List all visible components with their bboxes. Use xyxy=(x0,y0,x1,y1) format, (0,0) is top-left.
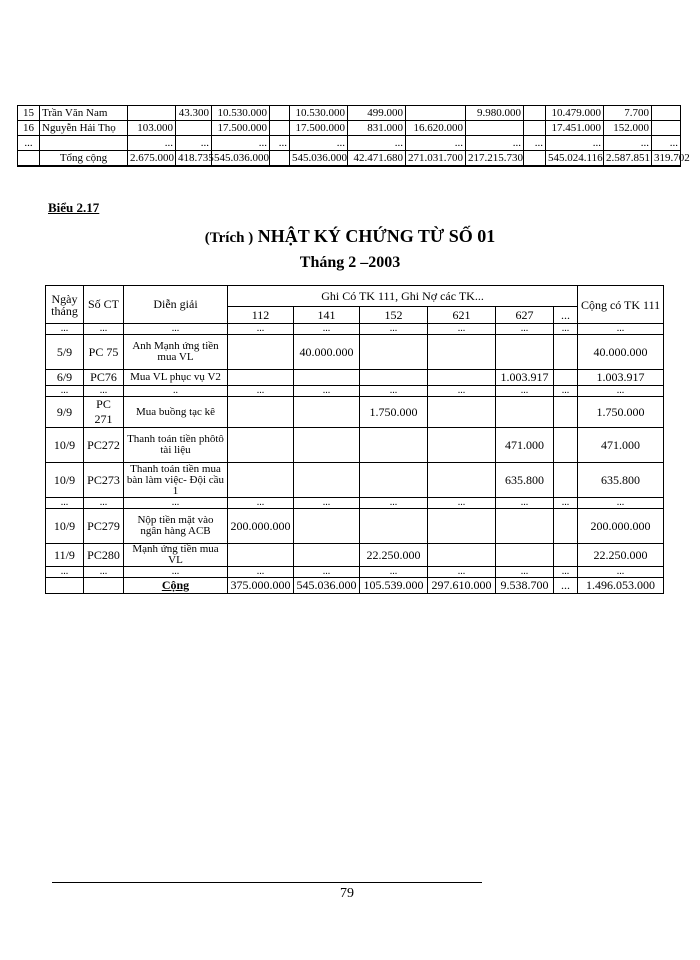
table-cell: ... xyxy=(428,567,496,578)
table-cell xyxy=(554,509,578,544)
table-cell: Mua VL phục vụ V2 xyxy=(124,370,228,386)
header-account: 141 xyxy=(294,307,360,324)
table-cell: Thanh toán tiền mua bàn làm việc- Đội cầu 1 xyxy=(124,463,228,498)
table-cell: 40.000.000 xyxy=(294,335,360,370)
table-cell xyxy=(428,370,496,386)
page-subtitle: Tháng 2 –2003 xyxy=(299,254,401,271)
table-cell: PC 271 xyxy=(84,397,124,428)
table-cell: PC273 xyxy=(84,463,124,498)
table-cell: ... xyxy=(496,567,554,578)
table-cell: PC280 xyxy=(84,544,124,567)
table-cell: ... xyxy=(228,324,294,335)
table-cell xyxy=(428,335,496,370)
bieu-label: Biểu 2.17 xyxy=(48,200,100,215)
total-cell: 297.610.000 xyxy=(428,578,496,594)
total-cell xyxy=(18,151,40,167)
table-cell: 499.000 xyxy=(348,106,406,121)
table-cell: 16 xyxy=(18,121,40,136)
table-cell: 10.530.000 xyxy=(212,106,270,121)
table-cell: ... xyxy=(228,386,294,397)
table-cell xyxy=(228,544,294,567)
header-account: 621 xyxy=(428,307,496,324)
table-cell: ... xyxy=(84,324,124,335)
table-cell: ... xyxy=(406,136,466,151)
table-cell: ... xyxy=(466,136,524,151)
table-cell: 16.620.000 xyxy=(406,121,466,136)
table-cell xyxy=(228,428,294,463)
table-cell: 10.530.000 xyxy=(290,106,348,121)
table-cell: Thanh toán tiền phôtô tài liệu xyxy=(124,428,228,463)
total-cell: 9.538.700 xyxy=(496,578,554,594)
table-cell: 831.000 xyxy=(348,121,406,136)
table-cell xyxy=(496,397,554,428)
table-cell xyxy=(496,544,554,567)
table-row xyxy=(18,106,681,121)
header-account: 152 xyxy=(360,307,428,324)
table-cell xyxy=(496,335,554,370)
table-cell xyxy=(360,509,428,544)
table-cell: ... xyxy=(290,136,348,151)
table-cell: ... xyxy=(228,498,294,509)
table-row xyxy=(18,136,681,151)
table-cell: 17.500.000 xyxy=(212,121,270,136)
table-cell: ... xyxy=(604,136,652,151)
table-row xyxy=(46,324,664,335)
total-cell: Cộng xyxy=(124,578,228,594)
page-title xyxy=(0,226,700,247)
table-cell xyxy=(294,463,360,498)
table-cell xyxy=(428,463,496,498)
table-cell xyxy=(496,509,554,544)
total-cell: 217.215.730 xyxy=(466,151,524,167)
table-cell: Mua buồng tạc kê xyxy=(124,397,228,428)
table-cell: ... xyxy=(578,386,664,397)
page-number: 79 xyxy=(340,886,354,901)
total-cell: 271.031.700 xyxy=(406,151,466,167)
table-cell: 10/9 xyxy=(46,509,84,544)
table-cell: 10.479.000 xyxy=(546,106,604,121)
table-cell xyxy=(294,428,360,463)
table-cell: 22.250.000 xyxy=(360,544,428,567)
table-row xyxy=(46,370,664,386)
total-cell: 2.675.000 xyxy=(128,151,176,167)
table-cell: 1.003.917 xyxy=(578,370,664,386)
table-cell xyxy=(428,397,496,428)
table-cell: Mạnh ứng tiền mua VL xyxy=(124,544,228,567)
top-summary-table xyxy=(17,105,690,167)
title-text: NHẬT KÝ CHỨNG TỪ SỐ 01 xyxy=(257,226,496,246)
table-cell: Anh Mạnh ứng tiền mua VL xyxy=(124,335,228,370)
table-cell: Trần Văn Nam xyxy=(40,106,128,121)
table-cell xyxy=(428,428,496,463)
table-cell xyxy=(360,370,428,386)
table-cell: ... xyxy=(46,324,84,335)
table-cell xyxy=(554,428,578,463)
table-cell: 635.800 xyxy=(578,463,664,498)
footer-rule xyxy=(52,882,482,883)
table-cell: 200.000.000 xyxy=(578,509,664,544)
header-doc-no: Số CT xyxy=(84,286,124,324)
table-cell: 43.300 xyxy=(176,106,212,121)
table-cell xyxy=(554,370,578,386)
total-cell: 545.024.116 xyxy=(546,151,604,167)
table-cell: ... xyxy=(128,136,176,151)
table-row xyxy=(46,463,664,498)
total-cell: 1.496.053.000 xyxy=(578,578,664,594)
table-cell: 152.000 xyxy=(604,121,652,136)
table-cell: ... xyxy=(428,386,496,397)
table-cell xyxy=(228,397,294,428)
table-cell: ... xyxy=(496,498,554,509)
table-cell: ... xyxy=(18,136,40,151)
table-cell xyxy=(360,335,428,370)
table-cell xyxy=(294,397,360,428)
table-cell: 471.000 xyxy=(578,428,664,463)
table-row xyxy=(46,498,664,509)
table-cell: ... xyxy=(294,386,360,397)
table-cell: ... xyxy=(578,324,664,335)
table-cell xyxy=(524,106,546,121)
table-cell: ... xyxy=(46,498,84,509)
table-cell: ... xyxy=(84,386,124,397)
table-row xyxy=(46,544,664,567)
table-cell: .. xyxy=(124,386,228,397)
table-cell: 40.000.000 xyxy=(578,335,664,370)
table-cell: 22.250.000 xyxy=(578,544,664,567)
total-cell: 545.036.000 xyxy=(294,578,360,594)
table-cell: ... xyxy=(124,498,228,509)
table-cell: ... xyxy=(46,386,84,397)
table-cell xyxy=(406,106,466,121)
table-cell: Nộp tiền mặt vào ngân hàng ACB xyxy=(124,509,228,544)
total-cell: Tổng cộng xyxy=(40,151,128,167)
table-cell: ... xyxy=(294,498,360,509)
table-cell: ... xyxy=(176,136,212,151)
table-cell: ... xyxy=(554,498,578,509)
header-account: 112 xyxy=(228,307,294,324)
table-cell: ... xyxy=(496,386,554,397)
table-cell: ... xyxy=(46,567,84,578)
total-cell: 545.036.000 xyxy=(212,151,270,167)
table-row xyxy=(46,509,664,544)
table-row xyxy=(46,397,664,428)
table-cell xyxy=(360,428,428,463)
total-cell xyxy=(84,578,124,594)
table-row xyxy=(46,335,664,370)
table-cell xyxy=(228,335,294,370)
table-cell xyxy=(428,544,496,567)
table-row xyxy=(46,428,664,463)
table-cell: ... xyxy=(360,324,428,335)
table-cell: PC272 xyxy=(84,428,124,463)
table-cell: 9.980.000 xyxy=(466,106,524,121)
table-cell: ... xyxy=(554,324,578,335)
table-cell: 15 xyxy=(18,106,40,121)
header-description: Diễn giải xyxy=(124,286,228,324)
table-cell: 17.500.000 xyxy=(290,121,348,136)
table-cell xyxy=(294,370,360,386)
table-row xyxy=(18,121,681,136)
table-cell: ... xyxy=(428,498,496,509)
table-cell: ... xyxy=(294,567,360,578)
table-cell xyxy=(228,463,294,498)
table-cell xyxy=(176,121,212,136)
total-cell: 375.000.000 xyxy=(228,578,294,594)
total-cell: 545.036.000 xyxy=(290,151,348,167)
header-account: ... xyxy=(554,307,578,324)
table-cell: PC 75 xyxy=(84,335,124,370)
total-cell xyxy=(524,151,546,167)
table-cell xyxy=(554,335,578,370)
table-cell: ... xyxy=(84,498,124,509)
table-cell xyxy=(428,509,496,544)
table-cell xyxy=(466,121,524,136)
table-cell xyxy=(360,463,428,498)
table-cell: ... xyxy=(360,567,428,578)
total-cell xyxy=(270,151,290,167)
table-cell: 200.000.000 xyxy=(228,509,294,544)
table-row xyxy=(46,567,664,578)
total-row xyxy=(46,578,664,594)
table-cell: ... xyxy=(84,567,124,578)
table-cell xyxy=(294,509,360,544)
table-cell: ... xyxy=(360,498,428,509)
table-cell: 10/9 xyxy=(46,463,84,498)
table-cell: 11/9 xyxy=(46,544,84,567)
table-cell: PC279 xyxy=(84,509,124,544)
table-cell: 103.000 xyxy=(128,121,176,136)
table-cell: 9/9 xyxy=(46,397,84,428)
table-cell: 471.000 xyxy=(496,428,554,463)
table-cell: 635.800 xyxy=(496,463,554,498)
table-cell: ... xyxy=(524,136,546,151)
table-cell: ... xyxy=(554,567,578,578)
table-cell: ... xyxy=(228,567,294,578)
table-cell: PC76 xyxy=(84,370,124,386)
header-total-credit: Cộng có TK 111 xyxy=(578,286,664,324)
table-cell: ... xyxy=(360,386,428,397)
table-cell: 1.003.917 xyxy=(496,370,554,386)
table-cell: ... xyxy=(652,136,681,151)
table-cell: Nguyễn Hải Thọ xyxy=(40,121,128,136)
table-cell xyxy=(270,106,290,121)
table-cell: ... xyxy=(578,498,664,509)
table-cell xyxy=(294,544,360,567)
table-cell xyxy=(554,544,578,567)
table-cell: ... xyxy=(554,386,578,397)
total-cell: 418.735 xyxy=(176,151,212,167)
table-cell xyxy=(524,121,546,136)
table-cell: ... xyxy=(546,136,604,151)
table-cell xyxy=(40,136,128,151)
total-cell: 319.702 xyxy=(652,151,681,167)
table-cell: 6/9 xyxy=(46,370,84,386)
table-cell: 1.750.000 xyxy=(578,397,664,428)
table-cell xyxy=(652,121,681,136)
total-cell: ... xyxy=(554,578,578,594)
table-cell: ... xyxy=(270,136,290,151)
total-cell: 105.539.000 xyxy=(360,578,428,594)
header-account: 627 xyxy=(496,307,554,324)
table-cell: ... xyxy=(212,136,270,151)
table-row xyxy=(46,386,664,397)
title-prefix: (Trích ) xyxy=(204,230,254,246)
table-cell: 1.750.000 xyxy=(360,397,428,428)
table-cell: ... xyxy=(348,136,406,151)
table-cell: ... xyxy=(578,567,664,578)
total-cell: 2.587.851 xyxy=(604,151,652,167)
table-cell: 17.451.000 xyxy=(546,121,604,136)
table-cell: 5/9 xyxy=(46,335,84,370)
table-cell: ... xyxy=(496,324,554,335)
journal-table xyxy=(45,285,664,594)
table-cell: ... xyxy=(428,324,496,335)
header-date: Ngày tháng xyxy=(46,286,84,324)
table-cell: ... xyxy=(124,567,228,578)
table-cell xyxy=(652,106,681,121)
total-cell: 42.471.680 xyxy=(348,151,406,167)
header-account-group: Ghi Có TK 111, Ghi Nợ các TK... xyxy=(228,286,578,307)
table-cell xyxy=(228,370,294,386)
table-cell: 10/9 xyxy=(46,428,84,463)
table-cell xyxy=(554,397,578,428)
total-row xyxy=(18,151,681,167)
table-cell: ... xyxy=(294,324,360,335)
table-cell: 7.700 xyxy=(604,106,652,121)
table-cell xyxy=(128,106,176,121)
table-cell xyxy=(554,463,578,498)
table-cell xyxy=(270,121,290,136)
total-cell xyxy=(46,578,84,594)
table-cell: ... xyxy=(124,324,228,335)
